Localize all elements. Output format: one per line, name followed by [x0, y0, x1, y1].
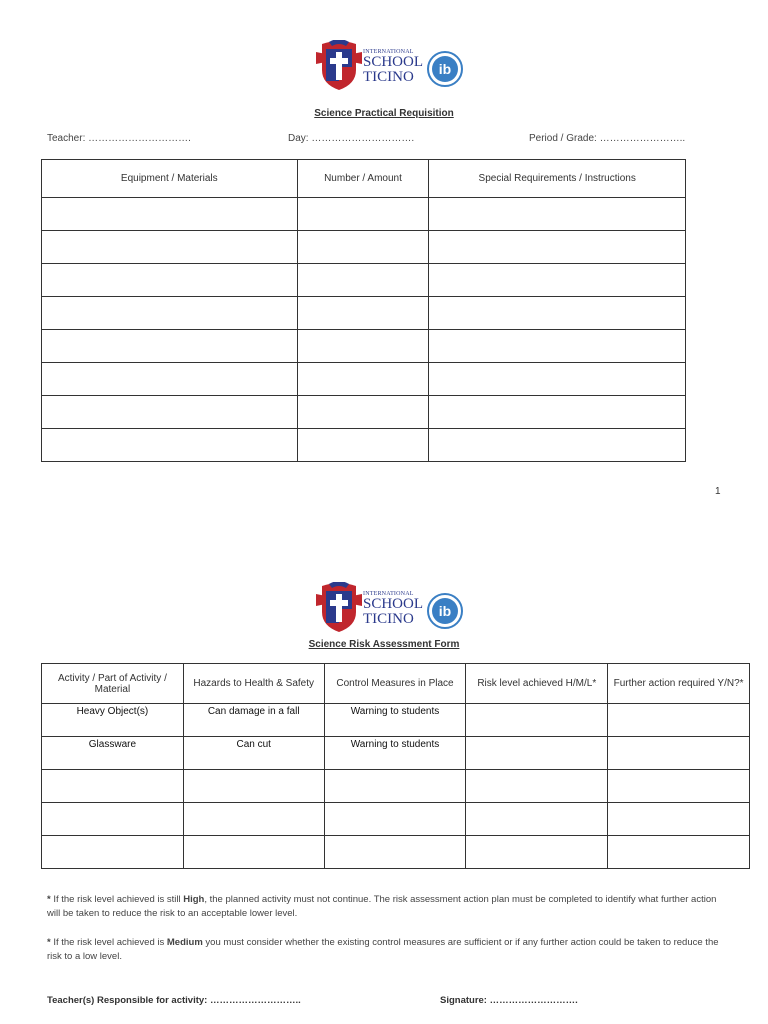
- header-number: Number / Amount: [297, 160, 429, 198]
- header-hazards: Hazards to Health & Safety: [183, 664, 324, 704]
- table-row: [42, 231, 686, 264]
- cell-activity: [42, 836, 184, 869]
- note-star: *: [47, 894, 51, 905]
- school-logo: [316, 40, 466, 92]
- logo-line-school: SCHOOL: [363, 596, 424, 612]
- cell-action: [608, 836, 750, 869]
- cell-activity: [42, 803, 184, 836]
- table-row: [42, 704, 750, 737]
- cell-control: [324, 770, 466, 803]
- table-row: [42, 297, 686, 330]
- period-grade-field: Period / Grade: ……………………..: [529, 133, 686, 144]
- cell-action: [608, 737, 750, 770]
- cell-risk: [466, 704, 608, 737]
- teacher-responsible-field: Teacher(s) Responsible for activity: ………………………..: [47, 995, 301, 1006]
- cell-activity: Glassware: [42, 737, 184, 770]
- cell-hazard: [183, 803, 324, 836]
- note-text: you must consider whether the existing control measures are sufficient or if any further action could be taken to reduce the risk to a low level.: [47, 937, 719, 962]
- cell-control: [324, 803, 466, 836]
- cell-hazard: [183, 836, 324, 869]
- note-medium-risk: [47, 936, 727, 964]
- note-high-risk: [47, 893, 727, 921]
- page-number: 1: [715, 486, 721, 497]
- cell-action: [608, 803, 750, 836]
- cell-control: [324, 836, 466, 869]
- table-row: [42, 330, 686, 363]
- logo-line-ticino: TICINO: [363, 69, 414, 85]
- header-risk-level: Risk level achieved H/M/L*: [466, 664, 608, 704]
- ib-logo-icon: [426, 50, 464, 88]
- cell-activity: [42, 770, 184, 803]
- cell-activity: Heavy Object(s): [42, 704, 184, 737]
- note-star: *: [47, 937, 51, 948]
- header-activity: Activity / Part of Activity / Material: [42, 664, 184, 704]
- table-row: [42, 803, 750, 836]
- note-bold: Medium: [166, 937, 203, 948]
- note-text: If the risk level achieved is: [50, 937, 167, 948]
- teacher-field: Teacher: ………………………….: [47, 133, 191, 144]
- note-text: If the risk level achieved is still: [50, 894, 184, 905]
- cell-control: Warning to students: [324, 704, 466, 737]
- day-field: Day: ………………………….: [288, 133, 415, 144]
- table-row: [42, 836, 750, 869]
- requisition-table: [41, 159, 686, 462]
- cell-risk: [466, 803, 608, 836]
- cell-hazard: Can cut: [183, 737, 324, 770]
- logo-line-international: INTERNATIONAL: [363, 591, 414, 597]
- cell-risk: [466, 770, 608, 803]
- logo-line-school: SCHOOL: [363, 54, 424, 70]
- crest-icon: [316, 582, 362, 632]
- table-row: [42, 264, 686, 297]
- table-row: [42, 363, 686, 396]
- note-text: , the planned activity must not continue. The risk assessment action plan must be completed to identify what further action will be taken to reduce the risk to an acceptable lower level.: [47, 894, 717, 919]
- crest-icon: [316, 40, 362, 90]
- table-row: [42, 429, 686, 462]
- logo-line-international: INTERNATIONAL: [363, 49, 414, 55]
- requisition-title: Science Practical Requisition: [314, 108, 454, 119]
- table-row: [42, 396, 686, 429]
- signature-field: Signature: ……………………….: [440, 995, 578, 1006]
- table-row: [42, 770, 750, 803]
- cell-risk: [466, 737, 608, 770]
- svg-text:ib: ib: [438, 61, 452, 77]
- cell-action: [608, 770, 750, 803]
- header-equipment: Equipment / Materials: [42, 160, 298, 198]
- risk-assessment-title: Science Risk Assessment Form: [308, 639, 460, 650]
- table-row: [42, 737, 750, 770]
- header-special: Special Requirements / Instructions: [429, 160, 686, 198]
- cell-risk: [466, 836, 608, 869]
- cell-control: Warning to students: [324, 737, 466, 770]
- cell-action: [608, 704, 750, 737]
- note-bold: High: [183, 894, 205, 905]
- ib-logo-icon: [426, 592, 464, 630]
- header-further-action: Further action required Y/N?*: [608, 664, 750, 704]
- cell-hazard: Can damage in a fall: [183, 704, 324, 737]
- school-logo-2: [316, 582, 466, 634]
- cell-hazard: [183, 770, 324, 803]
- header-control: Control Measures in Place: [324, 664, 466, 704]
- risk-assessment-table: [41, 663, 750, 869]
- svg-text:ib: ib: [438, 603, 452, 619]
- table-row: [42, 198, 686, 231]
- logo-line-ticino: TICINO: [363, 611, 414, 627]
